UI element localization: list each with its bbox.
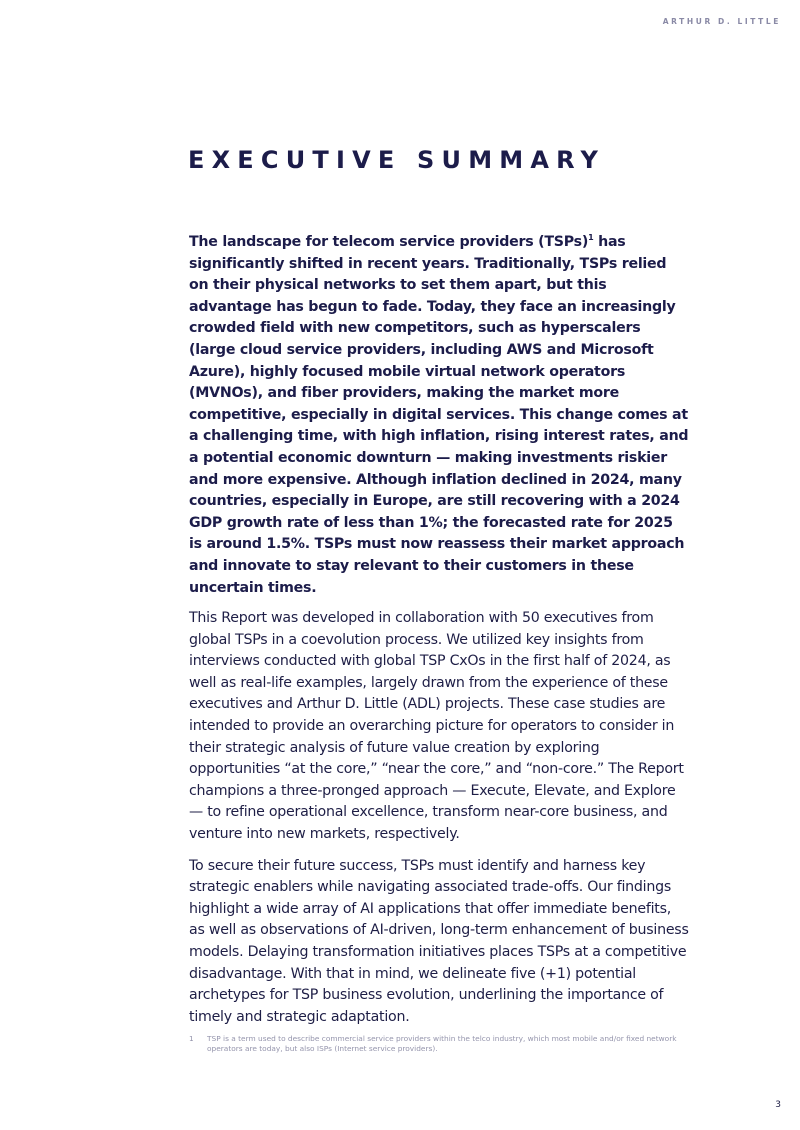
lead-text-start: The landscape for telecom service providers (TSPs) xyxy=(189,234,589,250)
main-content xyxy=(189,232,689,1038)
publisher-brand: ARTHUR D. LITTLE xyxy=(662,17,781,26)
footnote-number: 1 xyxy=(189,1034,194,1043)
lead-text-end: has significantly shifted in recent years. Traditionally, TSPs relied on their physical networks to set them apart, but this advantage has begun to fade. Today, they face an increasingly crowded field with new competitors, such as hyperscalers (large cloud service providers, including AWS and Microsoft Azure), highly focused mobile virtual network operators (MVNOs), and fiber providers, making the market more competitive, especially in digital services. This change comes at a challenging time, with high inflation, rising interest rates, and a potential economic downturn — making investments riskier and more expensive. Although inflation declined in 2024, many countries, especially in Europe, are still recovering with a 2024 GDP growth rate of less than 1%; the forecasted rate for 2025 is around 1.5%. TSPs must now reassess their market approach and innovate to stay relevant to their customers in these uncertain times. xyxy=(189,234,689,596)
page-title: EXECUTIVE SUMMARY xyxy=(188,146,606,174)
body-paragraph-1: This Report was developed in collaboration with 50 executives from global TSPs in a coevolution process. We utilized key insights from interviews conducted with global TSP CxOs in the first half of 2024, as well as real-life examples, largely drawn from the experience of these executives and Arthur D. Little (ADL) projects. These case studies are intended to provide an overarching picture for operators to consider in their strategic analysis of future value creation by exploring opportunities “at the core,” “near the core,” and “non-core.” The Report champions a three-pronged approach — Execute, Elevate, and Explore — to refine operational excellence, transform near-core business, and venture into new markets, respectively. xyxy=(189,610,684,843)
footnote-text: TSP is a term used to describe commercial service providers within the telco industry, which most mobile and/or fixed network operators are today, but also ISPs (Internet service providers). xyxy=(207,1034,677,1054)
page-number: 3 xyxy=(775,1100,781,1110)
footnote-reference[interactable]: 1 xyxy=(588,233,594,242)
lead-paragraph xyxy=(189,232,689,599)
body-paragraph-2: To secure their future success, TSPs must identify and harness key strategic enablers while navigating associated trade-offs. Our findings highlight a wide array of AI applications that offer immediate benefits, as well as observations of AI-driven, long-term enhancement of business models. Delaying transformation initiatives places TSPs at a competitive disadvantage. With that in mind, we delineate five (+1) potential archetypes for TSP business evolution, underlining the importance of timely and strategic adaptation. xyxy=(189,857,689,1025)
footnote xyxy=(189,1034,689,1055)
